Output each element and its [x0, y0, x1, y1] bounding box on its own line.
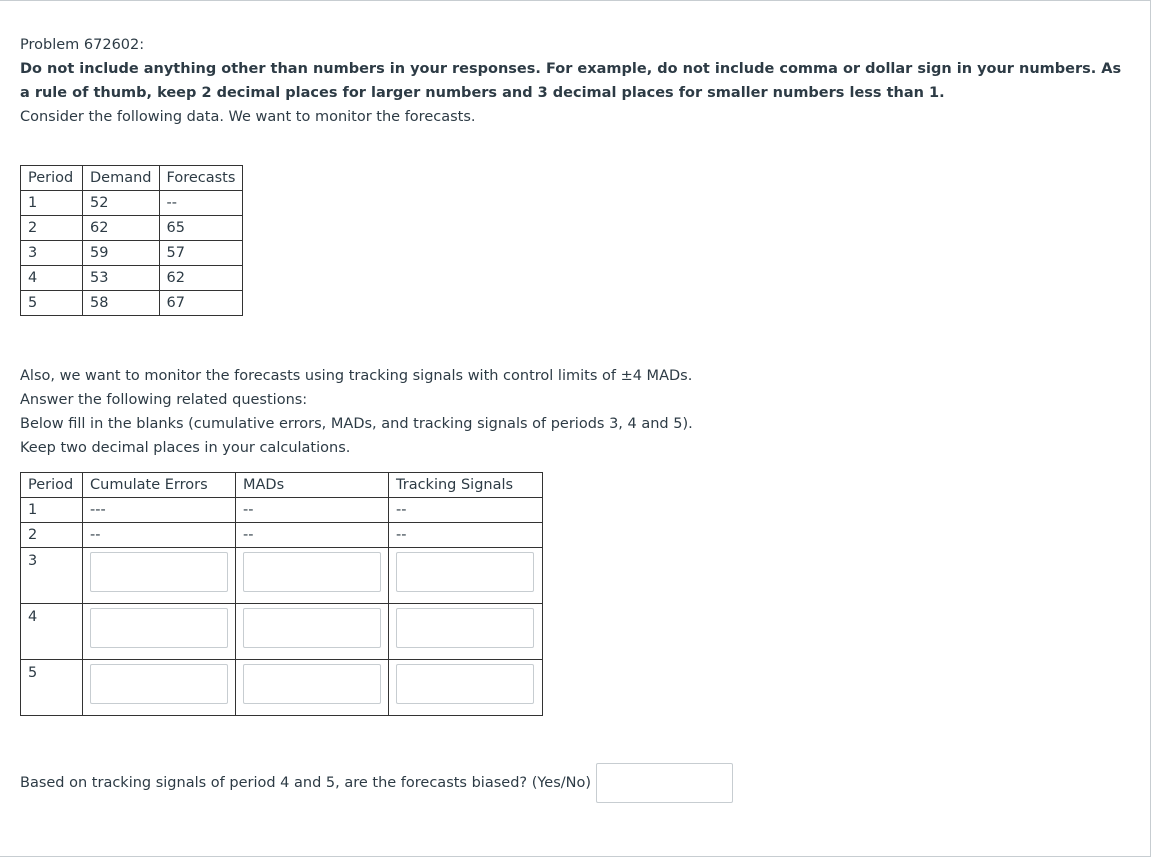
- tracking-table: [20, 472, 543, 716]
- cumulative-error-input-period-5[interactable]: [90, 664, 228, 704]
- tracking-answer-prompt: Answer the following related questions:: [20, 392, 308, 408]
- tracking-signal-input-period-3[interactable]: [396, 552, 534, 592]
- mad-input-period-5[interactable]: [243, 664, 381, 704]
- cell-demand: 62: [83, 216, 160, 241]
- intro-text: Consider the following data. We want to monitor the forecasts.: [20, 109, 476, 125]
- table-header-row: [21, 473, 543, 498]
- bias-answer-input[interactable]: [596, 763, 733, 803]
- header-demand: Demand: [83, 166, 160, 191]
- tracking-intro: Also, we want to monitor the forecasts using tracking signals with control limits of ±4 MADs.: [20, 368, 693, 384]
- cell-mad: --: [236, 523, 389, 548]
- mad-input-period-3[interactable]: [243, 552, 381, 592]
- cell-period: 5: [21, 660, 83, 716]
- cell-tracking-signal: [389, 660, 543, 716]
- tracking-fill-instructions: Below fill in the blanks (cumulative errors, MADs, and tracking signals of periods 3, 4 and 5).: [20, 416, 693, 432]
- header-tracking-signals: Tracking Signals: [389, 473, 543, 498]
- cell-period: 2: [21, 523, 83, 548]
- cell-period: 2: [21, 216, 83, 241]
- cell-tracking-signal: [389, 604, 543, 660]
- table-row: [21, 523, 543, 548]
- cell-period: 4: [21, 604, 83, 660]
- cell-tracking-signal: --: [389, 523, 543, 548]
- cell-tracking-signal: --: [389, 498, 543, 523]
- cell-cumulative-error: [83, 548, 236, 604]
- demand-table: [20, 165, 243, 316]
- table-row: [21, 548, 543, 604]
- cell-period: 3: [21, 548, 83, 604]
- header-period: Period: [21, 166, 83, 191]
- header-mads: MADs: [236, 473, 389, 498]
- cumulative-error-input-period-4[interactable]: [90, 608, 228, 648]
- cell-tracking-signal: [389, 548, 543, 604]
- cell-period: 3: [21, 241, 83, 266]
- cell-cumulative-error: [83, 660, 236, 716]
- table-row: [21, 660, 543, 716]
- table-row: [21, 291, 243, 316]
- header-period: Period: [21, 473, 83, 498]
- cell-demand: 52: [83, 191, 160, 216]
- cell-forecast: 65: [159, 216, 243, 241]
- question-content: [20, 33, 1135, 716]
- cell-mad: [236, 548, 389, 604]
- cell-cumulative-error: [83, 604, 236, 660]
- table-row: [21, 604, 543, 660]
- cell-period: 1: [21, 191, 83, 216]
- table-row: [21, 266, 243, 291]
- cumulative-error-input-period-3[interactable]: [90, 552, 228, 592]
- cell-cumulative-error: ---: [83, 498, 236, 523]
- tracking-decimal-note: Keep two decimal places in your calculations.: [20, 440, 351, 456]
- table-row: [21, 241, 243, 266]
- cell-period: 5: [21, 291, 83, 316]
- cell-demand: 53: [83, 266, 160, 291]
- bias-question-label: Based on tracking signals of period 4 and 5, are the forecasts biased? (Yes/No): [20, 775, 592, 791]
- cell-cumulative-error: --: [83, 523, 236, 548]
- problem-title: Problem 672602:: [20, 37, 145, 53]
- cell-period: 4: [21, 266, 83, 291]
- instructions: Do not include anything other than numbers in your responses. For example, do not include comma or dollar sign in your numbers. As a rule of thumb, keep 2 decimal places for larger numbers and 3 decimal places for smaller numbers less than 1.: [20, 61, 1122, 101]
- table-row: [21, 216, 243, 241]
- table-row: [21, 498, 543, 523]
- cell-mad: [236, 604, 389, 660]
- cell-forecast: 62: [159, 266, 243, 291]
- table-row: [21, 191, 243, 216]
- tracking-signal-input-period-4[interactable]: [396, 608, 534, 648]
- mad-input-period-4[interactable]: [243, 608, 381, 648]
- cell-period: 1: [21, 498, 83, 523]
- cell-demand: 59: [83, 241, 160, 266]
- cell-forecast: 57: [159, 241, 243, 266]
- cell-mad: [236, 660, 389, 716]
- tracking-signal-input-period-5[interactable]: [396, 664, 534, 704]
- bias-question: [20, 763, 733, 803]
- cell-forecast: 67: [159, 291, 243, 316]
- table-header-row: [21, 166, 243, 191]
- header-forecasts: Forecasts: [159, 166, 243, 191]
- header-cumulate-errors: Cumulate Errors: [83, 473, 236, 498]
- cell-demand: 58: [83, 291, 160, 316]
- cell-forecast: --: [159, 191, 243, 216]
- cell-mad: --: [236, 498, 389, 523]
